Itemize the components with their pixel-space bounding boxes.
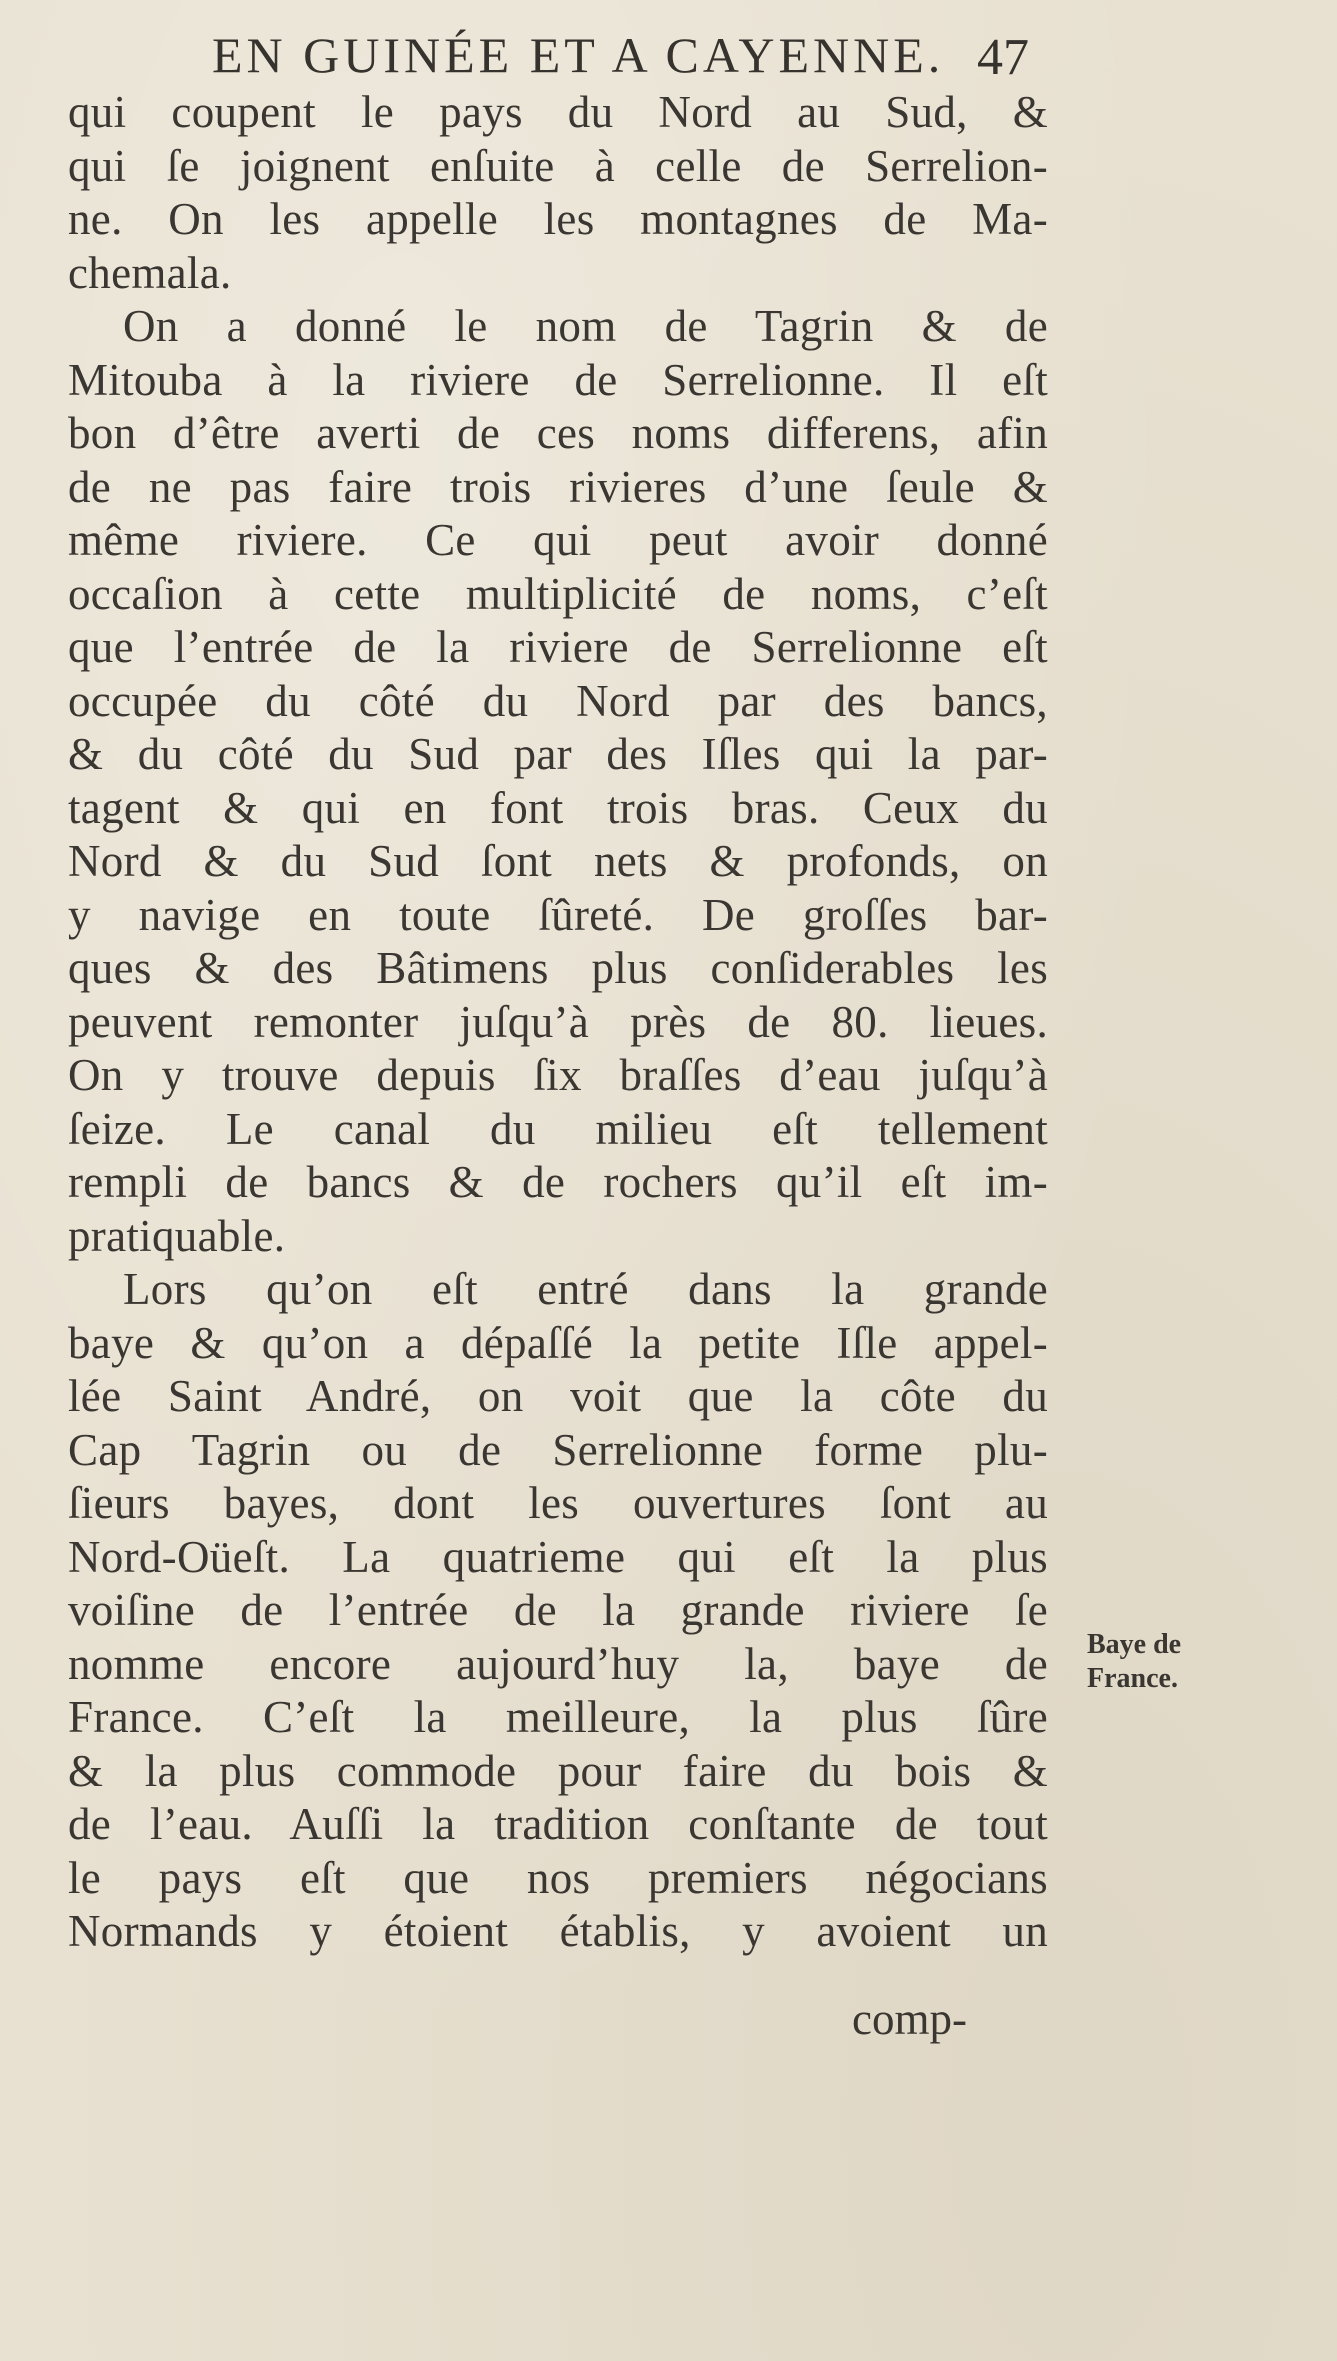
text-line: qui ſe joignent enſuite à celle de Serrelion-: [68, 140, 1048, 191]
text-line: ſieurs bayes, dont les ouvertures ſont au: [68, 1478, 1048, 1528]
text-line: qui coupent le pays du Nord au Sud, &: [68, 87, 1048, 137]
text-line: voiſine de l’entrée de la grande riviere ſe: [68, 1585, 1048, 1635]
text-line: pratiquable.: [68, 1210, 286, 1261]
text-line: de l’eau. Auſſi la tradition conſtante de tout: [68, 1799, 1048, 1849]
text-line: de ne pas faire trois rivieres d’une ſeule &: [68, 461, 1048, 512]
page-number: 47: [977, 29, 1029, 86]
text-line: nomme encore aujourd’huy la, baye de: [68, 1638, 1048, 1689]
text-line: chemala.: [68, 247, 232, 298]
text-line: ne. On les appelle les montagnes de Ma-: [68, 194, 1048, 244]
text-line: tagent & qui en font trois bras. Ceux du: [68, 782, 1048, 833]
text-line: Lors qu’on eſt entré dans la grande: [123, 1264, 1048, 1314]
text-line: Nord & du Sud ſont nets & profonds, on: [68, 836, 1048, 886]
text-line: rempli de bancs & de rochers qu’il eſt im-: [68, 1157, 1048, 1207]
text-line: On y trouve depuis ſix braſſes d’eau juſqu’à: [68, 1050, 1048, 1100]
text-line: France. C’eſt la meilleure, la plus ſûre: [68, 1692, 1048, 1742]
text-line: le pays eſt que nos premiers négocians: [68, 1852, 1048, 1903]
marginal-note-line: Baye de: [1087, 1629, 1182, 1660]
text-line: y navige en toute ſûreté. De groſſes bar-: [68, 889, 1048, 940]
text-line: On a donné le nom de Tagrin & de: [123, 301, 1048, 351]
text-line: même riviere. Ce qui peut avoir donné: [68, 515, 1048, 565]
marginal-note: [1087, 1628, 1247, 1696]
text-line: Normands y étoient établis, y avoient un: [68, 1906, 1048, 1956]
text-line: ſeize. Le canal du milieu eſt tellement: [68, 1103, 1048, 1154]
text-line: Cap Tagrin ou de Serrelionne forme plu-: [68, 1424, 1048, 1475]
text-line: & du côté du Sud par des Iſles qui la par-: [68, 729, 1048, 779]
running-head: [0, 20, 1337, 90]
text-line: Nord-Oüeſt. La quatrieme qui eſt la plus: [68, 1531, 1048, 1582]
text-line: Mitouba à la riviere de Serrelionne. Il eſt: [68, 354, 1048, 405]
text-line: peuvent remonter juſqu’à près de 80. lieues.: [68, 996, 1048, 1047]
text-line: baye & qu’on a dépaſſé la petite Iſle appel-: [68, 1317, 1048, 1368]
text-line: occaſion à cette multiplicité de noms, c’eſt: [68, 568, 1048, 619]
catchword: comp-: [852, 1994, 967, 2044]
text-line: que l’entrée de la riviere de Serrelionne eſt: [68, 622, 1048, 672]
text-line: lée Saint André, on voit que la côte du: [68, 1371, 1048, 1421]
text-line: bon d’être averti de ces noms differens, afin: [68, 408, 1048, 458]
marginal-note-line: France.: [1087, 1663, 1178, 1694]
running-title: EN GUINÉE ET A CAYENNE.: [212, 27, 945, 83]
body-text: [68, 86, 1048, 1959]
text-line: occupée du côté du Nord par des bancs,: [68, 675, 1048, 726]
text-line: & la plus commode pour faire du bois &: [68, 1745, 1048, 1796]
text-line: ques & des Bâtimens plus conſiderables les: [68, 943, 1048, 993]
